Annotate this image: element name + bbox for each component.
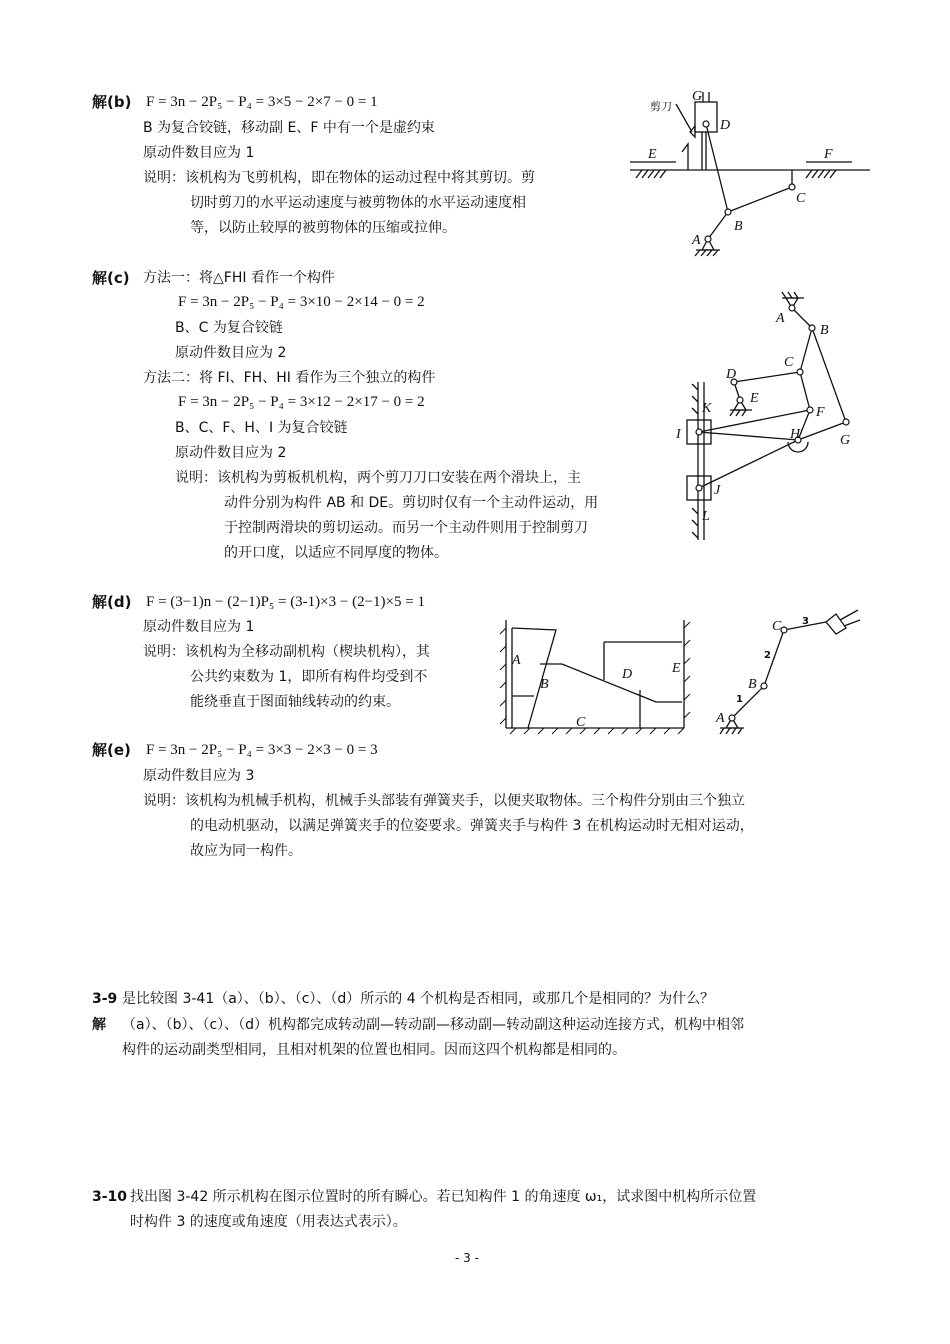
- section-b-line1: B 为复合铰链，移动副 E、F 中有一个是虚约束: [143, 120, 435, 136]
- section-b-line2: 原动件数目应为 1: [143, 145, 255, 161]
- figure-c-label-l: L: [702, 509, 710, 524]
- figure-b-label-d: D: [720, 118, 731, 133]
- section-c-method2-line1: B、C、F、H、I 为复合铰链: [175, 420, 348, 436]
- figure-d-label-a: A: [512, 653, 521, 668]
- section-e-note2: 的电动机驱动，以满足弹簧夹手的位姿要求。弹簧夹手与构件 3 在机构运动时无相对运动，: [190, 818, 754, 834]
- section-c-method1-line2: 原动件数目应为 2: [175, 345, 287, 361]
- section-c-note4: 的开口度，以适应不同厚度的物体。: [224, 545, 448, 561]
- figure-d-label-d: D: [622, 667, 633, 682]
- question-3-9-answer-heading: 解: [92, 1017, 106, 1033]
- question-3-9-answer-line2: 构件的运动副类型相同，且相对机架的位置也相同。因而这四个机构都是相同的。: [122, 1042, 626, 1058]
- figure-c-label-h: H: [790, 427, 801, 442]
- figure-c-label-f: F: [816, 405, 825, 420]
- figure-c-shear-machine: [672, 290, 872, 550]
- figure-c-label-b: B: [820, 323, 829, 338]
- figure-c-label-a: A: [776, 311, 785, 326]
- figure-c-label-c: C: [784, 355, 794, 370]
- figure-b-knife-label: 剪刀: [650, 100, 672, 113]
- page-number: - 3 -: [455, 1251, 479, 1265]
- section-e-heading: 解(e): [92, 741, 131, 759]
- figure-e-label-c: C: [772, 619, 782, 634]
- figure-e-manipulator: [710, 600, 870, 740]
- section-e-note3: 故应为同一构件。: [190, 843, 302, 859]
- section-b-note1: 说明：该机构为飞剪机构，即在物体的运动过程中将其剪切。剪: [143, 170, 535, 186]
- section-d-note1: 说明：该机构为全移动副机构（楔块机构），其: [143, 644, 430, 660]
- figure-e-label-b: B: [748, 677, 757, 692]
- question-3-9-answer-line1: （a）、（b）、（c）、（d）机构都完成转动副—转动副—移动副—转动副这种运动连接方式，机构中相邻: [122, 1017, 745, 1033]
- figure-e-link-2: 2: [764, 650, 771, 661]
- question-3-9-number: 3-9: [92, 991, 118, 1007]
- section-c-formula2: F = 3n − 2P₅ − P₄ = 3×12 − 2×17 − 0 = 2: [178, 394, 425, 410]
- question-3-9-text: 是比较图 3-41（a）、（b）、（c）、（d）所示的 4 个机构是否相同，或那几个是相同的？为什么？: [122, 991, 715, 1007]
- figure-e-label-a: A: [716, 711, 725, 726]
- figure-d-label-b: B: [540, 677, 549, 692]
- section-e-note1: 说明：该机构为机械手机构，机械手头部装有弹簧夹手，以便夹取物体。三个构件分别由三个独立: [143, 793, 745, 809]
- figure-c-label-k: K: [702, 401, 712, 416]
- section-b-formula: F = 3n − 2P₅ − P₄ = 3×5 − 2×7 − 0 = 1: [146, 94, 378, 110]
- figure-b-label-e: E: [648, 147, 657, 162]
- section-e-formula: F = 3n − 2P₅ − P₄ = 3×3 − 2×3 − 0 = 3: [146, 742, 378, 758]
- figure-e-link-1: 1: [736, 694, 743, 705]
- section-b-note2: 切时剪刀的水平运动速度与被剪物体的水平运动速度相: [190, 195, 526, 211]
- section-c-note3: 于控制两滑块的剪切运动。而另一个主动件则用于控制剪刀: [224, 520, 588, 536]
- figure-d-wedge-mechanism: [496, 612, 702, 742]
- figure-e-link-3: 3: [802, 616, 809, 627]
- figure-d-label-c: C: [576, 715, 586, 730]
- figure-c-label-j: J: [714, 483, 721, 498]
- section-c-heading: 解(c): [92, 269, 130, 287]
- section-b-note3: 等，以防止较厚的被剪物体的压缩或拉伸。: [190, 220, 456, 236]
- figure-d-label-e: E: [672, 661, 681, 676]
- figure-c-label-g: G: [840, 433, 851, 448]
- section-c-formula1: F = 3n − 2P₅ − P₄ = 3×10 − 2×14 − 0 = 2: [178, 294, 425, 310]
- section-c-note1: 说明：该机构为剪板机机构，两个剪刀刀口安装在两个滑块上，主: [175, 470, 581, 486]
- section-e-line1: 原动件数目应为 3: [143, 768, 255, 784]
- section-c-method2-line2: 原动件数目应为 2: [175, 445, 287, 461]
- section-b-heading: 解(b): [92, 93, 132, 111]
- section-d-line1: 原动件数目应为 1: [143, 619, 255, 635]
- section-d-formula: F = (3−1)n − (2−1)P₅ = (3-1)×3 − (2−1)×5 = 1: [146, 594, 425, 610]
- figure-c-label-d: D: [726, 367, 737, 382]
- figure-b-label-c: C: [796, 191, 806, 206]
- section-c-method1: 方法一：将△FHI 看作一个构件: [143, 270, 335, 286]
- figure-b-label-g: G: [692, 89, 703, 104]
- figure-b-label-f: F: [824, 147, 833, 162]
- section-d-note3: 能绕垂直于图面轴线转动的约束。: [190, 694, 400, 710]
- section-d-note2: 公共约束数为 1，即所有构件均受到不: [190, 669, 428, 685]
- section-c-note2: 动件分别为构件 AB 和 DE。剪切时仅有一个主动件运动，用: [224, 495, 599, 511]
- section-c-method1-line1: B、C 为复合铰链: [175, 320, 283, 336]
- figure-c-label-i: I: [676, 427, 681, 442]
- question-3-10-text2: 时构件 3 的速度或角速度（用表达式表示）。: [130, 1214, 407, 1230]
- question-3-10-text: 找出图 3-42 所示机构在图示位置时的所有瞬心。若已知构件 1 的角速度 ω₁，试求图中机构所示位置: [130, 1189, 757, 1205]
- figure-b-label-a: A: [692, 233, 701, 248]
- question-3-10-number: 3-10: [92, 1189, 128, 1205]
- figure-c-label-e: E: [750, 391, 759, 406]
- figure-b-flying-shear: [620, 82, 880, 272]
- figure-b-label-b: B: [734, 219, 743, 234]
- section-d-heading: 解(d): [92, 593, 132, 611]
- section-c-method2: 方法二：将 FI、FH、HI 看作为三个独立的构件: [143, 370, 436, 386]
